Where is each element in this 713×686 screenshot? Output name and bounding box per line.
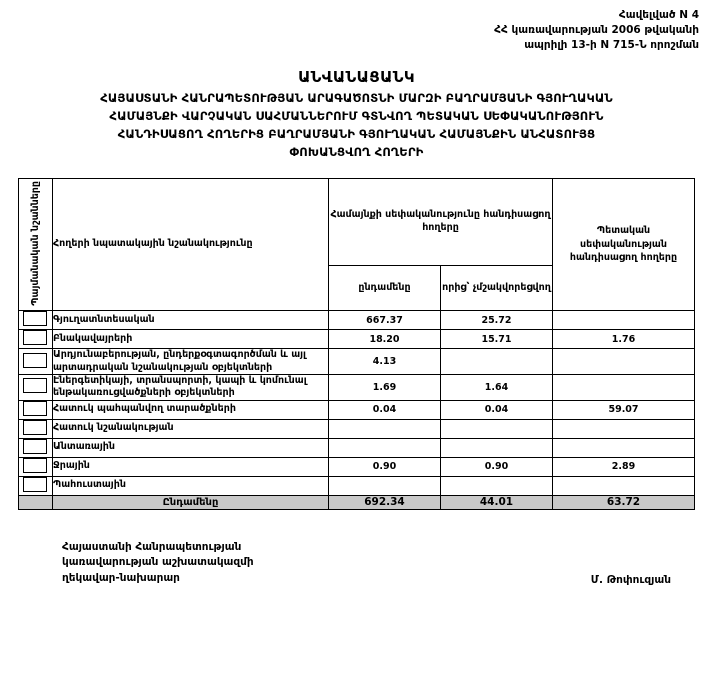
land-table (18, 178, 695, 510)
row-mark-cell[interactable] (18, 374, 52, 400)
mark-box[interactable] (23, 477, 47, 492)
row-state (553, 374, 695, 400)
mark-box[interactable] (23, 378, 47, 393)
column-header-marks (18, 178, 52, 311)
row-name: Հատուկ պահպանվող տարածքների (52, 400, 328, 419)
page-title: ԱՆՎԱՆԱՑԱՆԿ (298, 67, 415, 86)
column-header-total: ընդամենը (328, 265, 440, 310)
title-sub-line-3: ՀԱՆԴԻՍԱՑՈՂ ՀՈՂԵՐԻՑ ԲԱՂՐԱՄՅԱՆԻ ԳՅՈՒՂԱԿԱՆ ՀԱՄԱՅՆՔԻՆ ԱՆՀԱՏՈՒՅՑ (117, 126, 596, 141)
row-amount: 0.90 (328, 457, 440, 476)
title-sub-line-1: ՀԱՅԱՍՏԱՆԻ ՀԱՆՐԱՊԵՏՈՒԹՅԱՆ ԱՐԱԳԱԾՈՏՆԻ ՄԱՐԶԻ ԲԱՂՐԱՄՅԱՆԻ ԳՅՈՒՂԱԿԱՆ (100, 90, 613, 105)
row-state (553, 476, 695, 495)
column-header-paid: որից՝ չմշակվորեցվող (440, 265, 552, 310)
row-name: Պահուստային (52, 476, 328, 495)
row-mark-cell[interactable] (18, 419, 52, 438)
total-mark-cell (18, 495, 52, 509)
title-sub-line-2: ՀԱՄԱՅՆՔԻ ՎԱՐՉԱԿԱՆ ՍԱՀՄԱՆՆԵՐՈՒՄ ԳՏՆՎՈՂ ՊԵՏԱԿԱՆ ՍԵՓԱԿԱՆՈՒԹՅՈՒՆ (109, 108, 604, 123)
row-amount: 0.04 (328, 400, 440, 419)
row-state: 2.89 (553, 457, 695, 476)
row-amount (328, 476, 440, 495)
title-block (0, 68, 713, 162)
row-paid: 25.72 (440, 311, 552, 330)
column-header-community: Համայնքի սեփականությունը հանդիսացող հողերը (328, 178, 552, 265)
header-line-1: Հավելված N 4 (618, 9, 699, 21)
table-total-row (18, 495, 694, 509)
row-name: Արդյունաբերության, ընդերքօգտագործման և այլ արտադրական նշանակության օբյեկտների (52, 349, 328, 375)
mark-box[interactable] (23, 439, 47, 454)
row-mark-cell[interactable] (18, 438, 52, 457)
table-row (18, 438, 694, 457)
table-header-row-1 (18, 178, 694, 265)
header-line-3: ապրիլի 13-ի N 715-Ն որոշման (524, 39, 699, 52)
footer-line-1: Հայաստանի Հանրապետության (62, 540, 242, 553)
column-header-state: Պետական սեփականության հանդիսացող հողերը (553, 178, 695, 311)
table-row (18, 457, 694, 476)
row-state (553, 438, 695, 457)
table-row (18, 311, 694, 330)
row-name: Անտառային (52, 438, 328, 457)
row-mark-cell[interactable] (18, 457, 52, 476)
row-paid (440, 349, 552, 375)
row-mark-cell[interactable] (18, 400, 52, 419)
document-header (0, 0, 713, 54)
table-row (18, 400, 694, 419)
table-row (18, 419, 694, 438)
table-row (18, 349, 694, 375)
row-amount: 4.13 (328, 349, 440, 375)
row-name: Հատուկ նշանակության (52, 419, 328, 438)
title-subtitle (18, 90, 695, 162)
column-header-purpose: Հողերի նպատակային նշանակությունը (52, 178, 328, 311)
total-state: 63.72 (553, 495, 695, 509)
table-row (18, 476, 694, 495)
row-name: Էներգետիկայի, տրանսպորտի, կապի և կոմունալ ենթակառուցվածքների օբյեկտների (52, 374, 328, 400)
document-footer (0, 540, 713, 587)
row-state: 1.76 (553, 330, 695, 349)
table-row (18, 374, 694, 400)
mark-box[interactable] (23, 311, 47, 326)
row-paid (440, 438, 552, 457)
row-state (553, 349, 695, 375)
mark-box[interactable] (23, 401, 47, 416)
table-body (18, 311, 694, 509)
row-mark-cell[interactable] (18, 476, 52, 495)
row-name: Բնակավայրերի (52, 330, 328, 349)
row-state: 59.07 (553, 400, 695, 419)
table-row (18, 330, 694, 349)
column-header-marks-label: Պայմանական նշանները (29, 180, 41, 306)
row-name: Գյուղատնտեսական (52, 311, 328, 330)
row-amount: 1.69 (328, 374, 440, 400)
row-paid (440, 476, 552, 495)
total-amount: 692.34 (328, 495, 440, 509)
row-amount: 667.37 (328, 311, 440, 330)
footer-line-2: կառավարության աշխատակազմի (62, 556, 254, 569)
row-paid: 15.71 (440, 330, 552, 349)
mark-box[interactable] (23, 458, 47, 473)
row-paid (440, 419, 552, 438)
signer-name: Մ. Թոփուզյան (590, 574, 671, 587)
total-paid: 44.01 (440, 495, 552, 509)
row-name: Ջրային (52, 457, 328, 476)
row-amount: 18.20 (328, 330, 440, 349)
row-amount (328, 419, 440, 438)
row-mark-cell[interactable] (18, 330, 52, 349)
row-mark-cell[interactable] (18, 349, 52, 375)
row-state (553, 311, 695, 330)
row-paid: 0.04 (440, 400, 552, 419)
row-amount (328, 438, 440, 457)
row-paid: 1.64 (440, 374, 552, 400)
mark-box[interactable] (23, 420, 47, 435)
row-state (553, 419, 695, 438)
header-line-2: ՀՀ կառավարության 2006 թվականի (494, 24, 699, 37)
title-sub-line-4: ՓՈԽԱՆՑՎՈՂ ՀՈՂԵՐԻ (289, 144, 424, 159)
row-paid: 0.90 (440, 457, 552, 476)
footer-line-3: ղեկավար-նախարար (62, 572, 180, 585)
mark-box[interactable] (23, 330, 47, 345)
total-label: Ընդամենը (52, 495, 328, 509)
row-mark-cell[interactable] (18, 311, 52, 330)
mark-box[interactable] (23, 353, 47, 368)
